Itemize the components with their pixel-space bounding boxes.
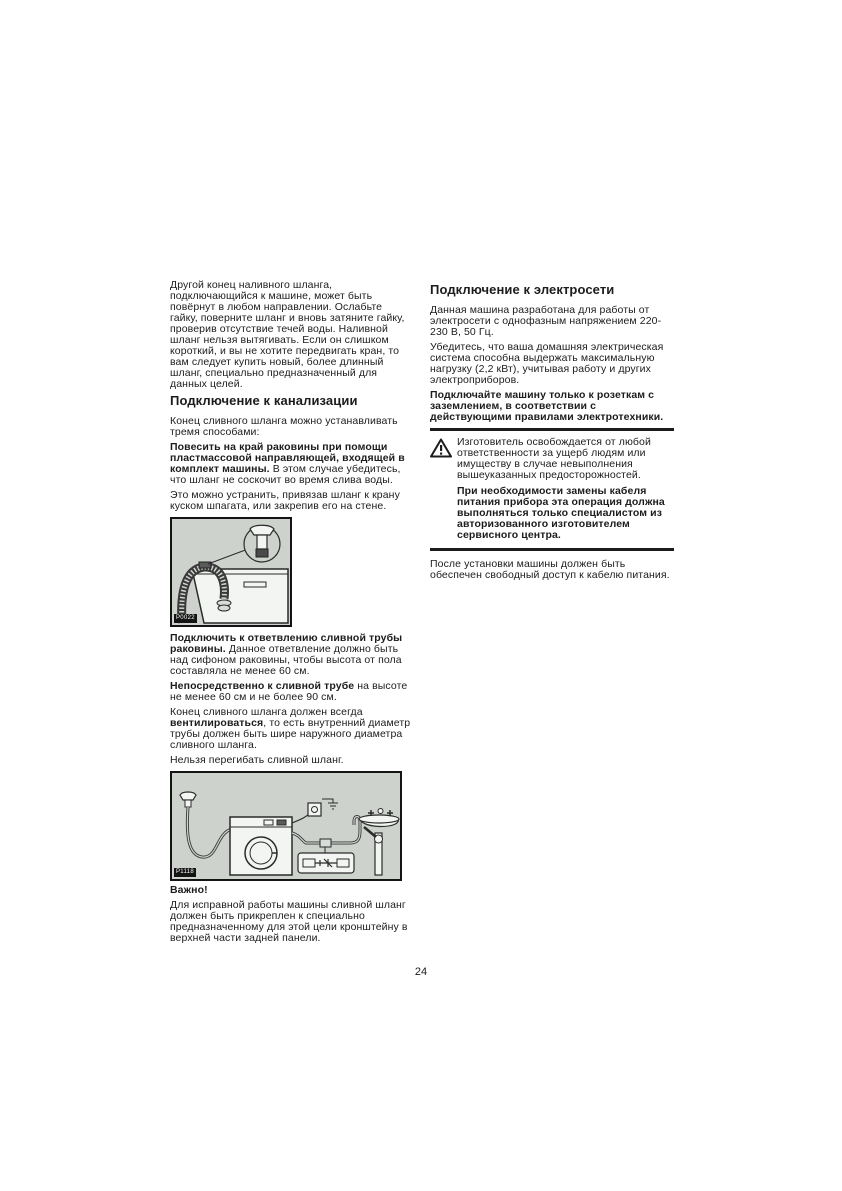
vent-pre: Конец сливного шланга должен всегда [170,706,363,718]
power-cord-drawing [292,813,310,823]
power-section-title: Подключение к электросети [430,282,615,297]
warning-triangle-icon [430,438,452,458]
wall-tap-drawing [180,792,196,800]
power-access-paragraph: После установки машины должен быть обеспечен свободный доступ к кабелю питания. [430,558,670,581]
drain-method2-paragraph [170,633,411,677]
drain-method1-lead: Повесить на край раковины при помощи пластмассовой направляющей, входящей в комплект машины. [170,441,405,475]
page-number: 24 [414,966,428,978]
drain-methods-paragraph: Конец сливного шланга можно устанавливать тремя способами: [170,415,398,438]
drain-method3-lead: Непосредственно к сливной трубе [170,680,355,692]
sink-hose-figure [170,517,292,627]
power-voltage-paragraph: Данная машина разработана для работы от электросети с однофазным напряжением 220-230 В, 50 Гц. [430,304,662,338]
drain-method1-paragraph [170,442,411,486]
drain-nokink-paragraph: Нельзя перегибать сливной шланг. [170,754,344,766]
drain-secure-paragraph: Это можно устранить, привязав шланг к крану куском шпагата, или закрепив его на стене. [170,489,400,512]
sink-trap-pipe [364,827,376,837]
power-load-paragraph: Убедитесь, что ваша домашняя электрическая система способна выдержать максимальную нагрузку (2,2 кВт), учитывая работу и других электроприборов. [430,341,664,386]
vent-bold: вентилироваться [170,717,264,729]
drain-method3-rest: на высоте не менее 60 см и не более 90 см. [170,680,408,703]
drain-method3-paragraph [170,681,411,703]
drain-section-title: Подключение к канализации [170,393,358,408]
sink-slot [244,582,266,587]
inlet-hose-paragraph: Другой конец наливного шланга, подключающийся к машине, может быть повёрнут в любом направлении. Ослабьте гайку, поверните шланг и вновь затяните гайку, проверив отсутствие течей воды. Наливной шланг нельзя вытягивать. Если он слишком короткий, и вы не хотите передвигать кран, то вам следует купить новый, более длинный шланг, специально предназначенный для данных целей. [170,279,405,390]
warning-box [430,428,674,551]
right-column [430,283,674,585]
warning-liability-paragraph: Изготовитель освобождается от любой ответственности за ущерб людям или имуществу в случае невыполнения вышеуказанных предосторожностей. [457,436,651,481]
tap-detail-drawing [250,525,274,535]
power-grounding-paragraph: Подключайте машину только к розеткам с заземлением, в соответствии с действующими правилами электротехники. [430,389,664,423]
hose-guide-clip [199,562,211,568]
warning-text [457,437,674,541]
installation-overview-illustration [172,773,400,879]
sink-drawing [192,569,288,623]
drain-method2-rest: Данное ответвление должно быть над сифоном раковины, чтобы высота от пола составляла не менее 60 см. [170,643,402,677]
figure1-code-label: P0022 [176,615,195,621]
figure2-code-label: P1118 [176,869,194,875]
drain-method1-rest: В этом случае убедитесь, что шланг не соскочит во время слива воды. [170,463,401,486]
washing-machine-drawing [230,817,292,875]
pipe-clamp [320,839,331,847]
warning-icon-cell [430,437,457,541]
sink-hose-illustration [172,519,290,625]
important-title: Важно! [170,884,208,896]
vent-rest: , то есть внутренний диаметр трубы должен быть шире наружного диаметра сливного шланга. [170,717,411,751]
drain-vent-paragraph [170,707,411,751]
ground-symbol [322,799,338,809]
warning-cable-paragraph: При необходимости замены кабеля питания прибора эта операция должна выполняться только специалистом из авторизованного изготовителем сервисного центра. [457,485,665,541]
important-paragraph: Для исправной работы машины сливной шланг должен быть прикреплен к специально предназначенному для этой цели кронштейну в верхней части задней панели. [170,899,408,944]
installation-overview-figure [170,771,402,881]
left-column [170,280,411,948]
outlet-drawing [308,803,321,816]
drain-method2-lead: Подключить к ответвлению сливной трубы раковины. [170,632,403,655]
